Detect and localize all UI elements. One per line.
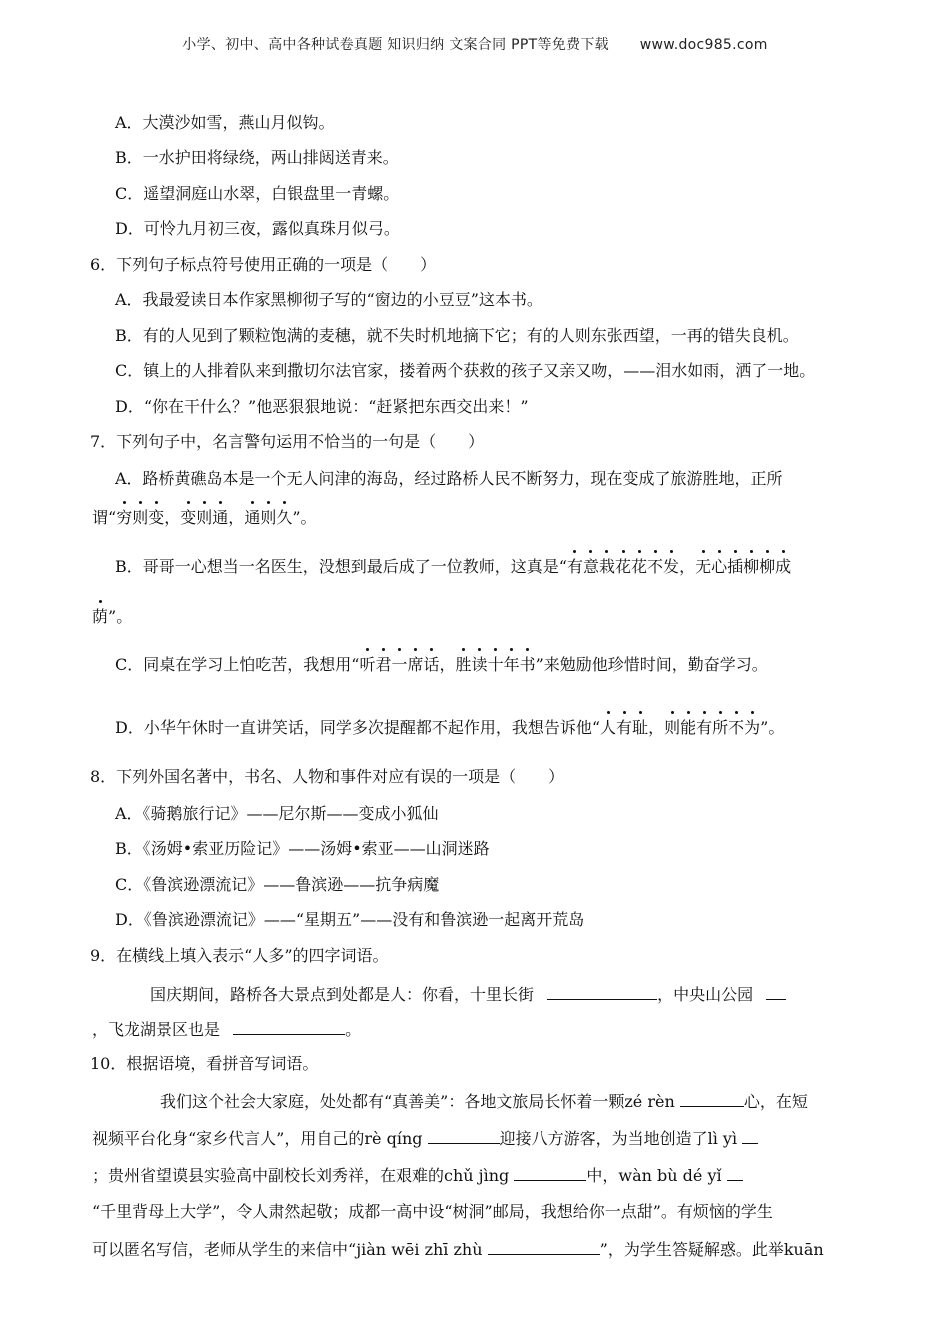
- q7-a-quote: 穷则变，变则通，通则久: [116, 508, 293, 527]
- q10-pinyin-1: zé rèn: [624, 1092, 675, 1111]
- q7-option-c: C．同桌在学习上怕吃苦，我想用“听君一席话，胜读十年书”来勉励他珍惜时间，勤奋学习。: [115, 655, 768, 674]
- q8-option-b: B．《汤姆•索亚历险记》——汤姆•索亚——山洞迷路: [115, 839, 490, 858]
- q7-option-a-line1: A．路桥黄礁岛本是一个无人问津的海岛，经过路桥人民不断努力，现在变成了旅游胜地，正所: [115, 469, 783, 488]
- q8-stem: 8．下列外国名著中，书名、人物和事件对应有误的一项是（ ）: [90, 767, 565, 786]
- q10-stem: 10．根据语境，看拼音写词语。: [90, 1054, 319, 1073]
- q10-blank-3[interactable]: [742, 1127, 758, 1144]
- q7-d-quote: 人有耻，则能有所不为: [600, 718, 761, 737]
- prev-option-a: A．大漠沙如雪，燕山月似钩。: [115, 113, 335, 132]
- q7-stem: 7．下列句子中，名言警句运用不恰当的一句是（ ）: [90, 432, 485, 451]
- q7-option-a-line2: 谓“穷则变，变则通，通则久”。: [92, 508, 317, 527]
- q9-blank-1[interactable]: [547, 983, 657, 1000]
- q10-pinyin-7: kuān: [783, 1240, 824, 1259]
- prev-option-b: B．一水护田将绿绕，两山排闼送青来。: [115, 148, 399, 167]
- q10-blank-6[interactable]: [488, 1238, 600, 1255]
- header-text: 小学、初中、高中各种试卷真题 知识归纳 文案合同 PPT等免费下载: [182, 37, 609, 53]
- q10-line2: 视频平台化身“家乡代言人”，用自己的rè qíng 迎接八方游客，为当地创造了lì yì: [92, 1127, 758, 1150]
- q10-pinyin-5: wàn bù dé yǐ: [618, 1166, 722, 1185]
- q10-line5: 可以匿名写信，老师从学生的来信中“jiàn wēi zhī zhù ”，为学生答疑解惑。此举kuān: [92, 1240, 824, 1259]
- q10-line1: 我们这个社会大家庭，处处都有“真善美”：各地文旅局长怀着一颗zé rèn 心，在短: [160, 1092, 808, 1111]
- q6-option-b: B．有的人见到了颗粒饱满的麦穗，就不失时机地摘下它；有的人则东张西望，一再的错失良机。: [115, 326, 799, 345]
- q10-blank-1[interactable]: [680, 1090, 744, 1107]
- q10-pinyin-4: chǔ jìng: [444, 1166, 510, 1185]
- q7-option-b-line2: 荫”。: [92, 607, 133, 626]
- q9-paragraph-line1: 国庆期间，路桥各大景点到处都是人：你看，十里长街 ，中央山公园: [150, 983, 786, 1006]
- q7-b-quote-end: 荫: [92, 607, 109, 626]
- q9-blank-3[interactable]: [233, 1018, 345, 1035]
- q10-pinyin-6: jiàn wēi zhī zhù: [356, 1240, 483, 1259]
- q6-option-c: C．镇上的人排着队来到撒切尔法官家，搂着两个获救的孩子又亲又吻，——泪水如雨，洒了一地。: [115, 361, 816, 380]
- q6-option-a: A．我最爱读日本作家黑柳彻子写的“窗边的小豆豆”这本书。: [115, 290, 543, 309]
- q6-stem: 6．下列句子标点符号使用正确的一项是（ ）: [90, 255, 437, 274]
- page-header: [0, 34, 950, 54]
- q9-stem: 9．在横线上填入表示“人多”的四字词语。: [90, 946, 389, 965]
- q10-pinyin-2: rè qíng: [364, 1129, 423, 1148]
- q8-option-d: D．《鲁滨逊漂流记》——“星期五”——没有和鲁滨逊一起离开荒岛: [115, 910, 585, 929]
- q9-paragraph-line2: ，飞龙湖景区也是 。: [92, 1020, 362, 1039]
- q10-line3: ；贵州省望谟县实验高中副校长刘秀祥，在艰难的chǔ jìng 中，wàn bù dé yǐ: [92, 1164, 743, 1187]
- q7-b-quote: 有意栽花花不发，无心插柳柳成: [566, 557, 792, 576]
- prev-option-d: D．可怜九月初三夜，露似真珠月似弓。: [115, 219, 400, 238]
- q10-blank-2[interactable]: [428, 1127, 500, 1144]
- q7-option-b-line1: B．哥哥一心想当一名医生，没想到最后成了一位教师，这真是“有意栽花花不发，无心插柳柳成: [115, 557, 792, 576]
- q6-option-d: D．“你在干什么？”他恶狠狠地说：“赶紧把东西交出来！”: [115, 397, 529, 416]
- q7-c-quote: 听君一席话，胜读十年书: [359, 655, 536, 674]
- q10-pinyin-3: lì yì: [707, 1129, 738, 1148]
- prev-option-c: C．遥望洞庭山水翠，白银盘里一青螺。: [115, 184, 400, 203]
- q10-blank-4[interactable]: [514, 1164, 586, 1181]
- header-url[interactable]: www.doc985.com: [639, 37, 768, 53]
- q8-option-a: A．《骑鹅旅行记》——尼尔斯——变成小狐仙: [115, 804, 439, 823]
- q10-blank-5[interactable]: [727, 1164, 743, 1181]
- q10-line4: “千里背母上大学”，令人肃然起敬；成都一高中设“树洞”邮局，我想给你一点甜”。有烦恼的学生: [92, 1202, 773, 1221]
- q7-option-d: D．小华午休时一直讲笑话，同学多次提醒都不起作用，我想告诉他“人有耻，则能有所不为”。: [115, 718, 785, 737]
- q8-option-c: C．《鲁滨逊漂流记》——鲁滨逊——抗争病魔: [115, 875, 440, 894]
- q9-blank-2[interactable]: [766, 983, 786, 1000]
